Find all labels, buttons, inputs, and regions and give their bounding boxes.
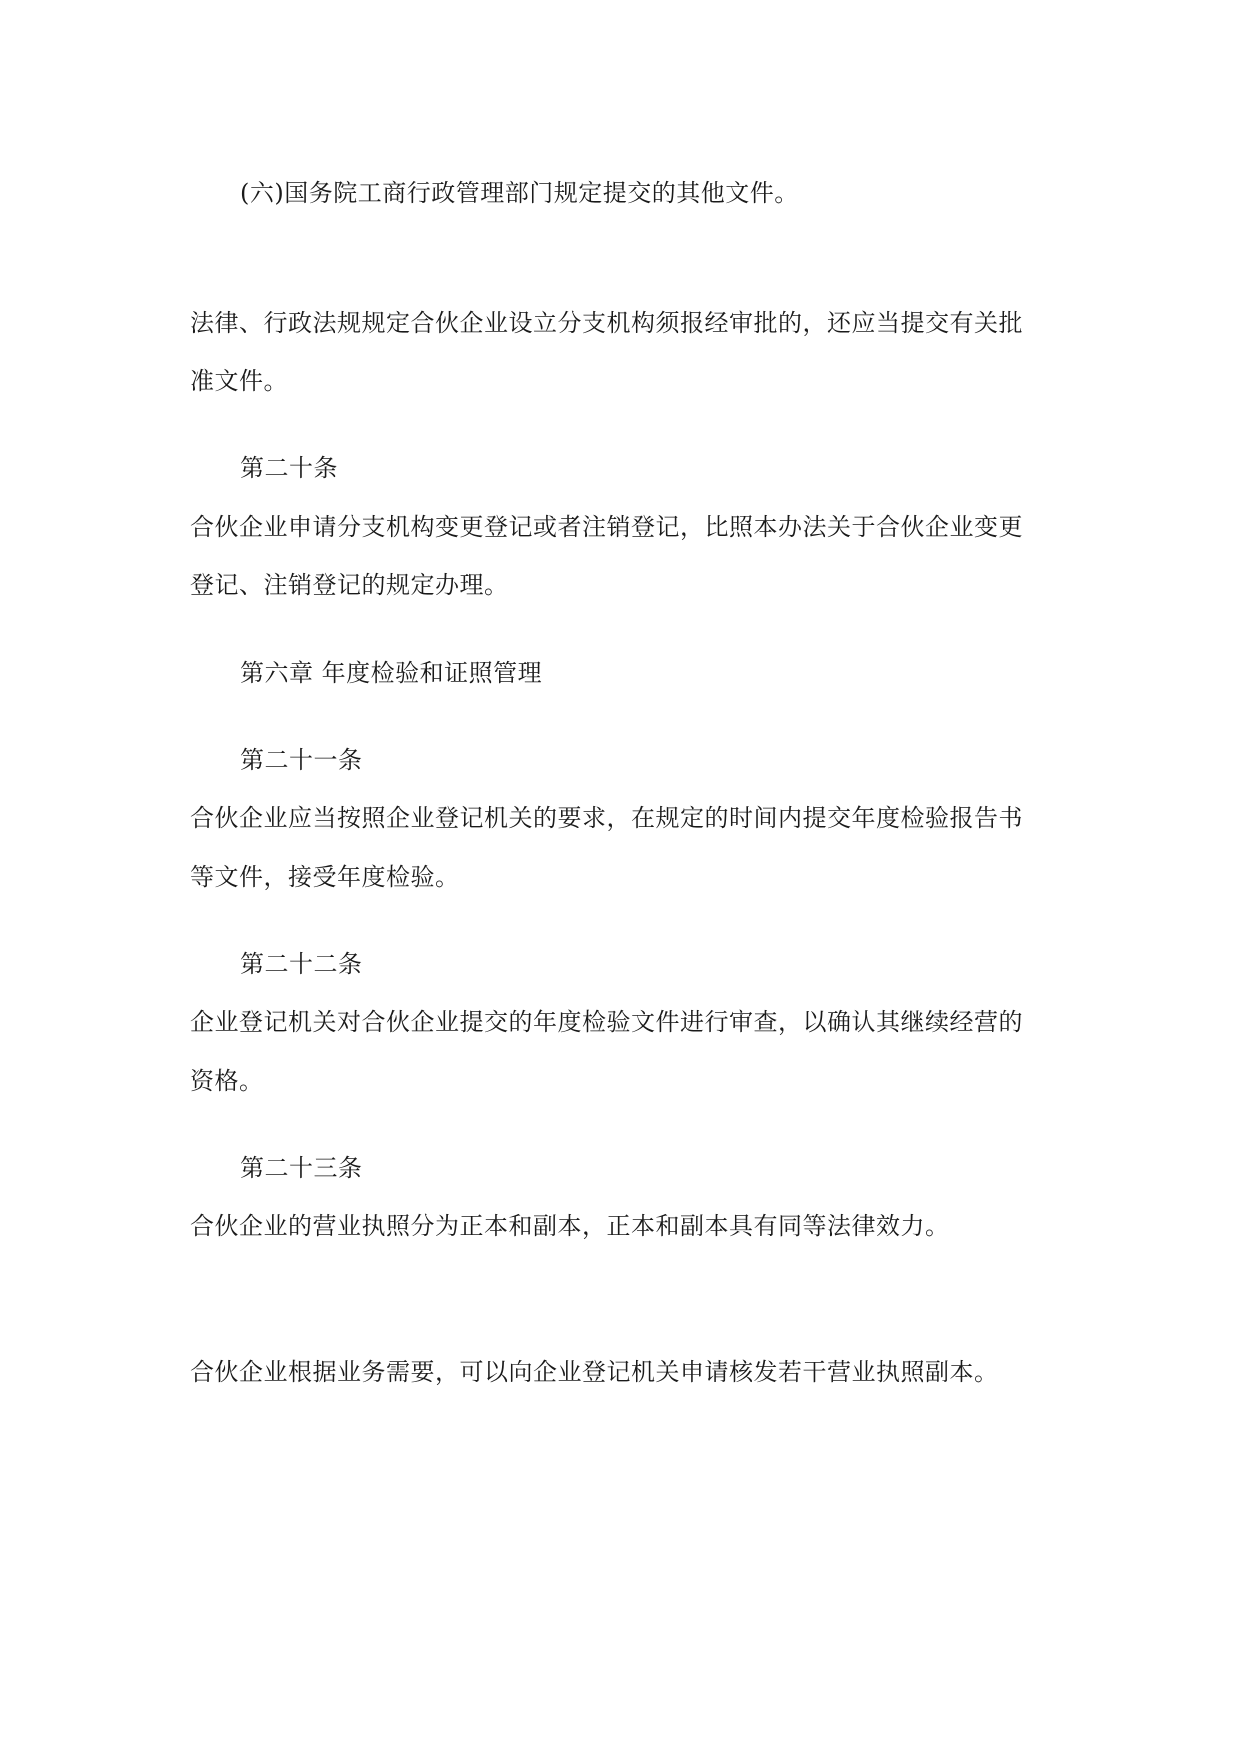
paragraph-line: 登记、注销登记的规定办理。 — [190, 571, 509, 599]
article-heading-20: 第二十条 — [240, 454, 338, 482]
paragraph-line: 准文件。 — [190, 367, 288, 395]
paragraph-line: 等文件，接受年度检验。 — [190, 863, 460, 891]
article-heading-22: 第二十二条 — [240, 950, 363, 978]
paragraph-line: 合伙企业应当按照企业登记机关的要求，在规定的时间内提交年度检验报告书 — [190, 804, 1023, 832]
paragraph-line: 法律、行政法规规定合伙企业设立分支机构须报经审批的，还应当提交有关批 — [190, 309, 1023, 337]
list-item-6: (六)国务院工商行政管理部门规定提交的其他文件。 — [240, 179, 799, 207]
article-heading-23: 第二十三条 — [240, 1154, 363, 1182]
article-heading-21: 第二十一条 — [240, 746, 363, 774]
paragraph-line: 合伙企业根据业务需要，可以向企业登记机关申请核发若干营业执照副本。 — [190, 1358, 999, 1386]
paragraph-line: 合伙企业的营业执照分为正本和副本，正本和副本具有同等法律效力。 — [190, 1212, 950, 1240]
chapter-heading-6: 第六章 年度检验和证照管理 — [240, 659, 543, 687]
paragraph-line: 合伙企业申请分支机构变更登记或者注销登记，比照本办法关于合伙企业变更 — [190, 513, 1023, 541]
paragraph-line: 企业登记机关对合伙企业提交的年度检验文件进行审查，以确认其继续经营的 — [190, 1008, 1023, 1036]
paragraph-line: 资格。 — [190, 1067, 264, 1095]
